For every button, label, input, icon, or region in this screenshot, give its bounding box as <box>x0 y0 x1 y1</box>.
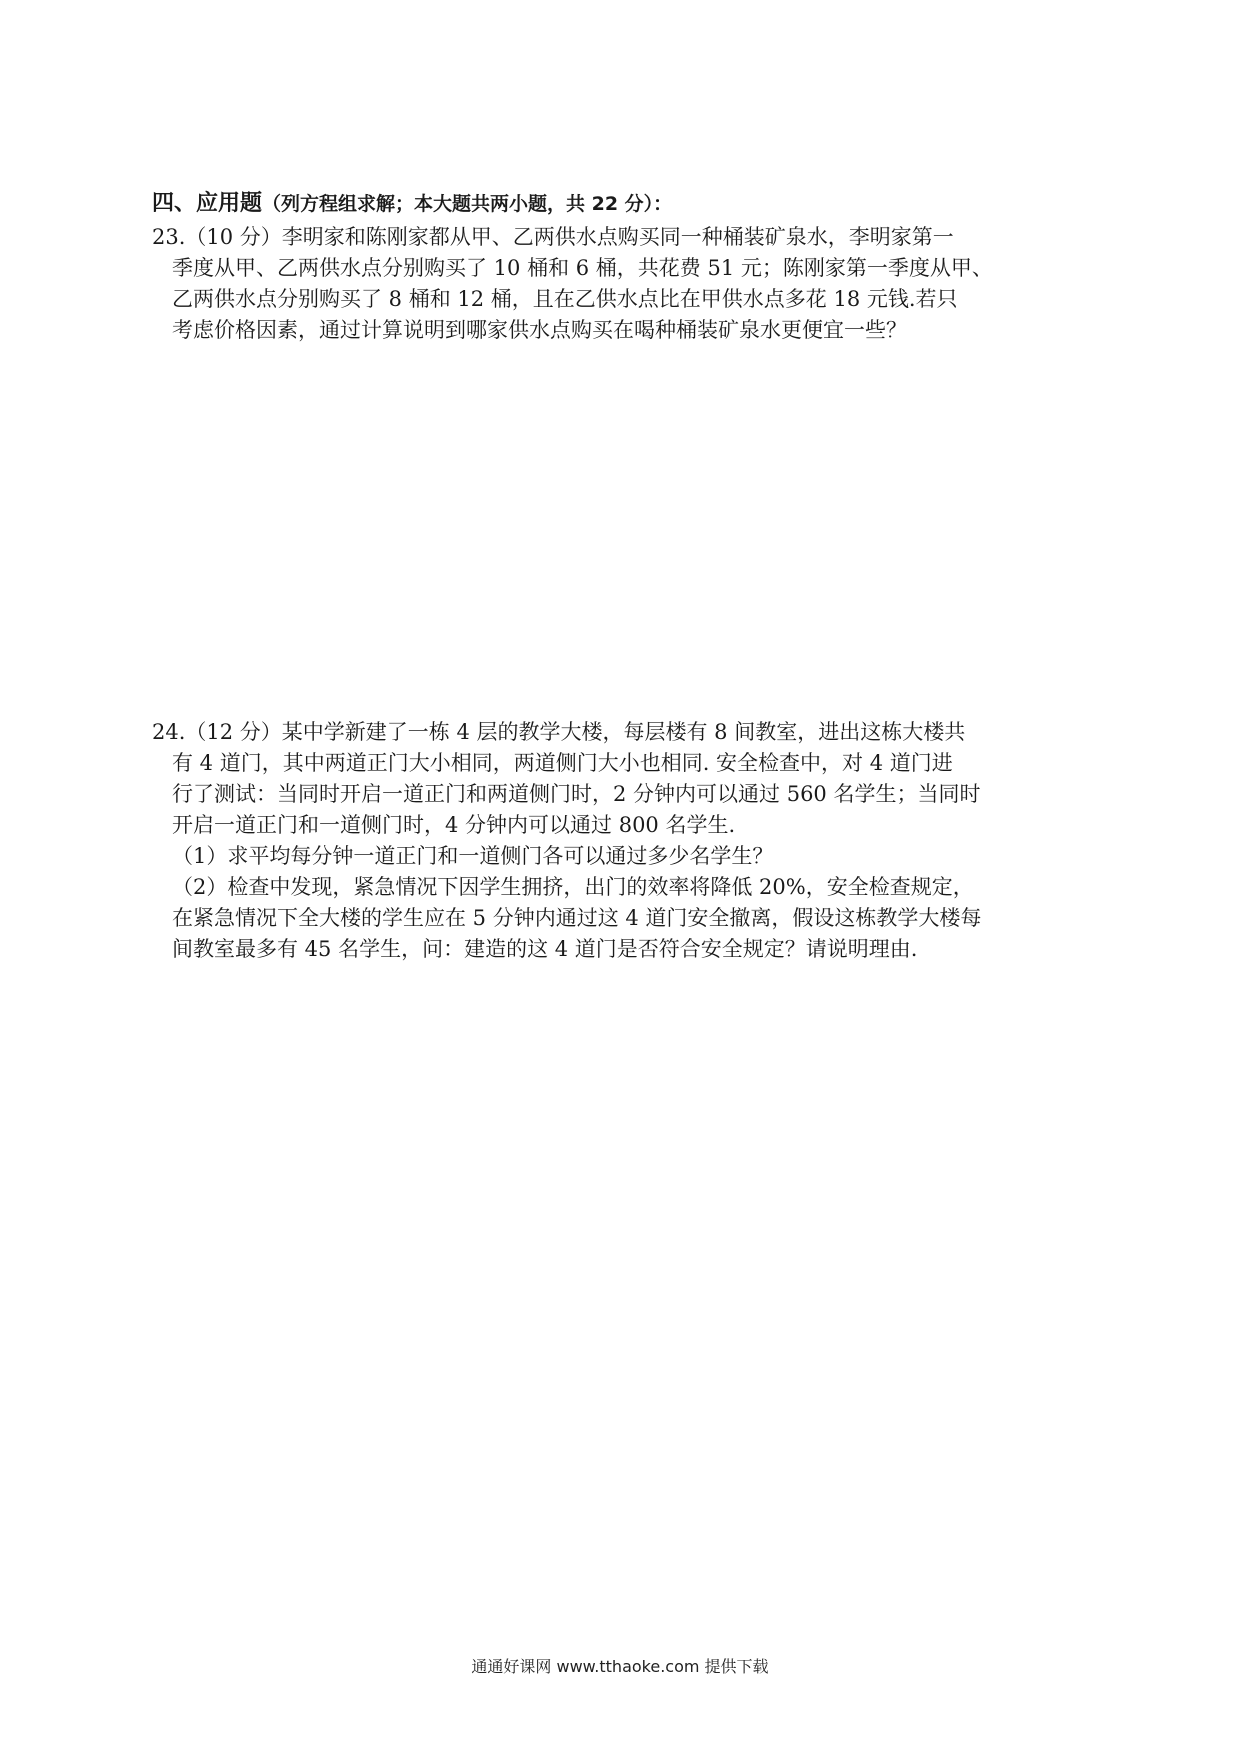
problem-24-line-2: 有 4 道门，其中两道正门大小相同，两道侧门大小也相同. 安全检查中，对 4 道门进 <box>172 751 953 775</box>
problem-23-line-2: 季度从甲、乙两供水点分别购买了 10 桶和 6 桶，共花费 51 元；陈刚家第一季度从甲、 <box>172 256 993 280</box>
problem-24-line-4: 开启一道正门和一道侧门时，4 分钟内可以通过 800 名学生. <box>172 813 736 837</box>
problem-24-line-8: 间教室最多有 45 名学生，问：建造的这 4 道门是否符合安全规定？请说明理由. <box>172 937 918 961</box>
problem-23 <box>152 222 1092 346</box>
problem-24-line-7: 在紧急情况下全大楼的学生应在 5 分钟内通过这 4 道门安全撤离，假设这栋教学大楼每 <box>172 906 982 930</box>
section-header <box>152 188 1092 219</box>
problem-23-line-4: 考虑价格因素，通过计算说明到哪家供水点购买在喝种桶装矿泉水更便宜一些？ <box>172 318 907 342</box>
problem-24-subquestion-1: （1）求平均每分钟一道正门和一道侧门各可以通过多少名学生？ <box>172 844 774 868</box>
page-footer: 通通好课网 www.tthaoke.com 提供下载 <box>471 1657 769 1676</box>
section-title: 四、应用题 <box>152 191 263 216</box>
problem-24-line-3: 行了测试：当同时开启一道正门和两道侧门时，2 分钟内可以通过 560 名学生；当同时 <box>172 782 981 806</box>
problem-23-line-3: 乙两供水点分别购买了 8 桶和 12 桶，且在乙供水点比在甲供水点多花 18 元钱.若只 <box>172 287 958 311</box>
problem-24-subquestion-2: （2）检查中发现，紧急情况下因学生拥挤，出门的效率将降低 20%，安全检查规定， <box>172 875 974 899</box>
section-note: （列方程组求解；本大题共两小题，共 22 分）： <box>262 193 673 215</box>
problem-24 <box>152 717 1092 965</box>
problem-23-line-1: 23.（10 分）李明家和陈刚家都从甲、乙两供水点购买同一种桶装矿泉水，李明家第一 <box>152 225 954 249</box>
problem-24-line-1: 24.（12 分）某中学新建了一栋 4 层的教学大楼，每层楼有 8 间教室，进出这栋大楼共 <box>152 720 966 744</box>
